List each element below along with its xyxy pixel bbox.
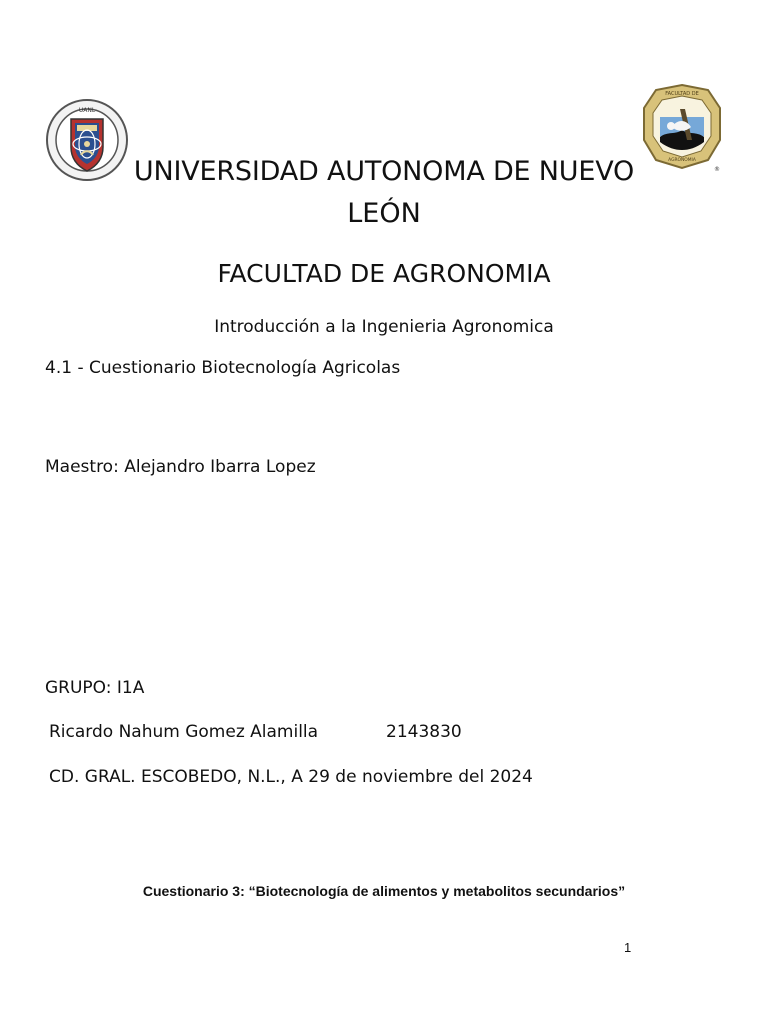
faculty-title: FACULTAD DE AGRONOMIA <box>217 259 551 288</box>
university-title-line-2: LEÓN <box>347 198 421 229</box>
svg-text:UANL: UANL <box>78 107 96 114</box>
course-name: Introducción a la Ingenieria Agronomica <box>214 317 554 337</box>
university-title-line-1: UNIVERSIDAD AUTONOMA DE NUEVO <box>133 156 635 187</box>
svg-text:FACULTAD DE: FACULTAD DE <box>665 91 699 97</box>
student-name: Ricardo Nahum Gomez Alamilla <box>49 722 319 742</box>
assignment-topic: 4.1 - Cuestionario Biotecnología Agricolas <box>45 358 401 378</box>
svg-text:AGRONOMIA: AGRONOMIA <box>668 158 696 163</box>
group-label: GRUPO: I1A <box>45 678 145 698</box>
quiz-title: Cuestionario 3: “Biotecnología de alimentos y metabolitos secundarios” <box>142 883 626 899</box>
place-and-date: CD. GRAL. ESCOBEDO, N.L., A 29 de noviembre del 2024 <box>49 767 533 787</box>
teacher-name: Maestro: Alejandro Ibarra Lopez <box>45 457 316 477</box>
page-number: 1 <box>624 940 632 955</box>
student-id: 2143830 <box>386 722 462 742</box>
svg-text:®: ® <box>714 166 720 173</box>
